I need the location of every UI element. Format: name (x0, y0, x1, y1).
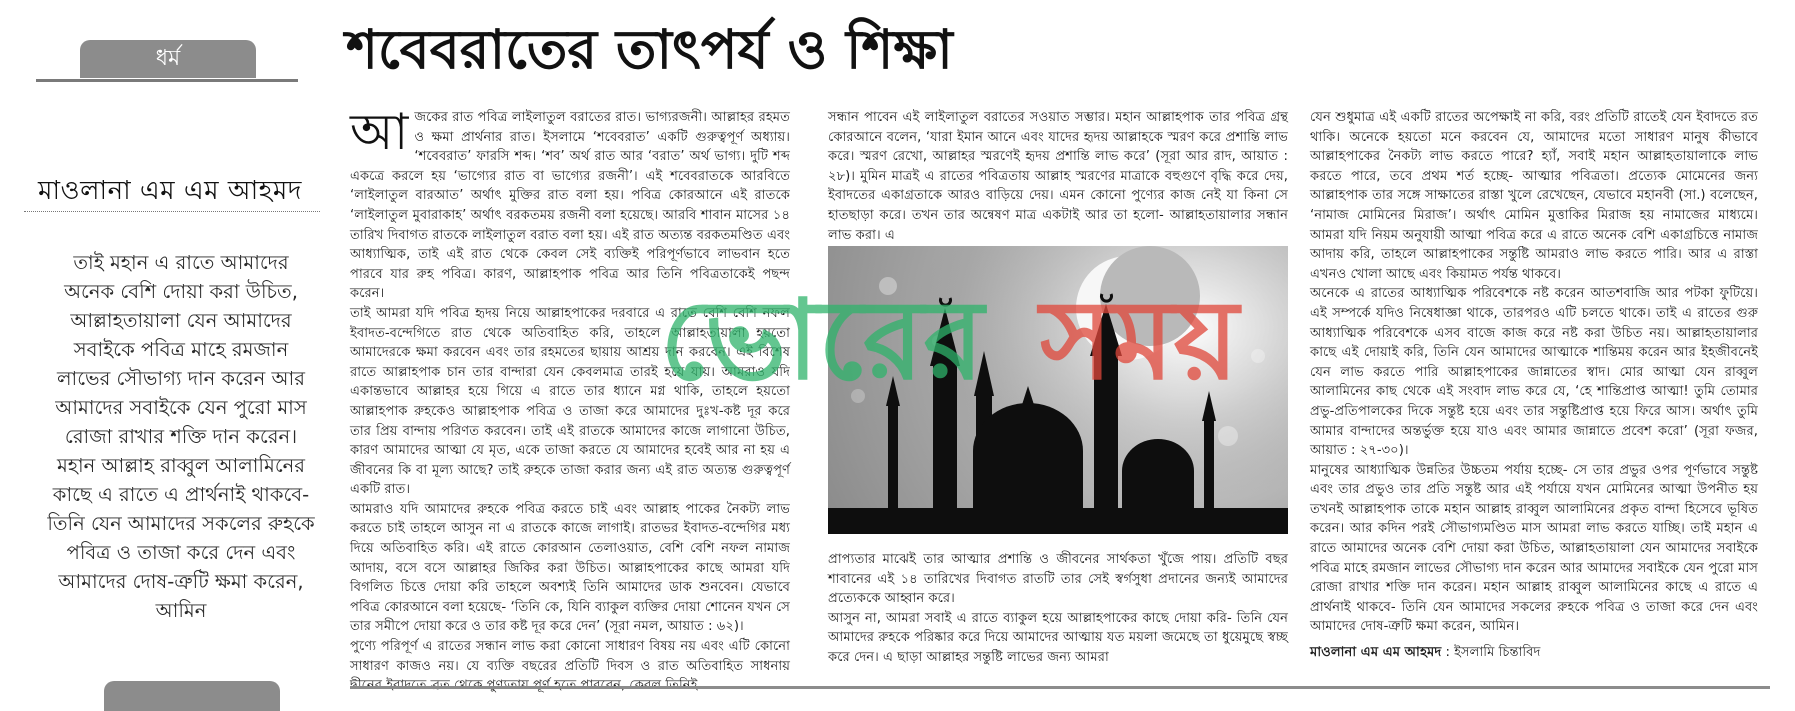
article-paragraph: আসুন না, আমরা সবাই এ রাতে ব্যাকুল হয়ে আল্লাহপাকের কাছে দোয়া করি- তিনি যেন আমাদের রুহকে পরিষ্কার করে দিয়ে আমাদের আত্মায় যত ময়লা জমেছে তা ধুয়েমুছে স্বচ্ছ করে দেন। এ ছাড়া আল্লাহর সন্তুষ্টি লাভের জন্য আমরা (828, 610, 1288, 665)
article-column-1 (350, 103, 790, 674)
article-paragraph: তাই আমরা যদি পবিত্র হৃদয় নিয়ে আল্লাহপাকের দরবারে এ রাতে বেশি বেশি নফল ইবাদত-বন্দেগিতে রাত থেকে অতিবাহিত করি, তাহলে আল্লাহতায়ালা হয়তো আমাদেরকে ক্ষমা করবেন এবং তার রহমতের ছায়ায় আশ্রয় দান করবেন। এই বিশেষ রাতে আল্লাহপাক চান তার বান্দারা যেন কেবলমাত্র তারই হয়ে যায়। আমরাও যদি একান্তভাবে আল্লাহর হয়ে গিয়ে এ রাতে তার ধ্যানে মগ্ন থাকি, তাহলে হয়তো আল্লাহপাক রুহকেও আল্লাহপাক পবিত্র ও তাজা করে আমাদের দুঃখ-কষ্ট দূর করে তার প্রিয় বান্দায় পরিণত করবেন। তাই এই রাতকে আমাদের কাজে লাগানো উচিত, কারণ আমাদের আত্মা যে মৃত, একে তাজা করতে যে আমাদের হবেই আর না হয় এ জীবনের কি বা মূল্য আছে? তাই রুহকে তাজা করার জন্য এই রাত অত্যন্ত গুরুত্বপূর্ণ একটি রাত। (350, 305, 790, 498)
article-paragraph: সন্ধান পাবেন এই লাইলাতুল বরাতের সওয়াত সম্ভার। মহান আল্লাহপাক তার পবিত্র গ্রন্থ কোরআনে বলেন, ‘যারা ইমান আনে এবং যাদের হৃদয় আল্লাহকে স্মরণ করে প্রশান্তি লাভ করে। স্মরণ রেখো, আল্লাহর স্মরণেই হৃদয় প্রশান্তি লাভ করে’ (সূরা আর রাদ, আয়াত : ২৮)। মুমিন মাত্রই এ রাতের পবিত্রতায় আল্লাহ স্মরণের মাত্রাকে বহুগুণে বৃদ্ধি করে দেয়, ইবাদতের একাগ্রতাকে আরও বাড়িয়ে দেয়। এমন কোনো পুণ্যের কাজ নেই যা কিনা সে হাতছাড়া করে। তখন তার অন্বেষণ মাত্র একটাই আর তা হলো- আল্লাহতায়ালার সন্ধান লাভ করা। এ (828, 110, 1288, 243)
watermark-text-green: ভোরের (660, 276, 984, 404)
article-column-2-top (828, 108, 1288, 243)
byline (1310, 642, 1758, 664)
byline-name: মাওলানা এম এম আহমদ (1310, 645, 1442, 660)
article-paragraph: অনেকে এ রাতের আধ্যাত্মিক পরিবেশকে নষ্ট করেন আতশবাজি আর পটকা ফুটিয়ে। এই সম্পর্কে যদিও নিষেধাজ্ঞা থাকে, তারপরও এটি চলতে থাকে। তাই এ রাতের গুরু আধ্যাত্মিক পরিবেশকে এসব বাজে কাজ করে নষ্ট করা উচিত নয়। আল্লাহতায়ালার কাছে এই দোয়াই করি, তিনি যেন আমাদের আত্মাকে শান্তিময় করেন আর ইহজীবনেই যেন লাভ করতে পারি আল্লাহপাকের জান্নাতের স্বাদ। মোর আত্মা যেন রাব্বুল আলামিনের কাছ থেকে এই সংবাদ লাভ করে যে, ‘হে শান্তিপ্রাপ্ত আত্মা! তুমি তোমার প্রভু-প্রতিপালকের দিকে সন্তুষ্ট হয়ে এবং তার সন্তুষ্টিপ্রাপ্ত হয়ে ফিরে আস। অর্থাৎ তুমি আমার বান্দাদের অন্তর্ভুক্ত হয়ে যাও এবং আমার জান্নাতে প্রবেশ করো’ (সূরা ফজর, আয়াত : ২৭-৩০)। (1310, 286, 1758, 459)
mosque-photo (828, 246, 1288, 534)
section-tab[interactable]: ধর্ম (80, 40, 256, 78)
watermark-text-red: সময় (1040, 276, 1239, 404)
headline: শবেবরাতের তাৎপর্য ও শিক্ষা (346, 17, 953, 81)
author-divider (24, 211, 320, 212)
bottom-section-tab (104, 681, 280, 711)
article-column-3 (1310, 108, 1758, 638)
byline-role: : ইসলামি চিন্তাবিদ (1441, 645, 1541, 660)
dropcap: আ (350, 103, 409, 161)
article-column-2-bottom (828, 550, 1288, 665)
mosque-silhouette-icon (828, 246, 1288, 534)
bottom-divider (350, 686, 1770, 689)
author-name: মাওলানা এম এম আহমদ (38, 176, 302, 206)
article-paragraph: মানুষের আধ্যাত্মিক উন্নতির উচ্চতম পর্যায় হচ্ছে- সে তার প্রভুর ওপর পূর্ণভাবে সন্তুষ্ট এবং তার প্রভুও তার প্রতি সন্তুষ্ট আর এই পর্যায়ে যখন মোমিনের আত্মা উপনীত হয় তখনই আল্লাহপাক তাকে মহান আল্লাহ রাব্বুল আলামিনের প্রকৃত বান্দা হিসেবে ভূষিত করেন। আর কদিন পরই সৌভাগ্যমণ্ডিত মাস আমরা লাভ করতে যাচ্ছি। তাই মহান এ রাতে আমাদের অনেক বেশি দোয়া করা উচিত, আল্লাহতায়ালা যেন আমাদের সবাইকে পবিত্র মাহে রমজান লাভের সৌভাগ্য দান করেন আর আমাদের সবাইকে যেন পুরো মাস রোজা রাখার শক্তি দান করেন। মহান আল্লাহ রাব্বুল আলামিনের কাছে এ রাতে এ প্রার্থনাই থাকবে- তিনি যেন আমাদের সকলের রুহকে পবিত্র ও তাজা করে দেন এবং আমাদের দোষ-ত্রুটি ক্ষমা করেন, আমিন। (1310, 462, 1758, 635)
section-divider (36, 79, 298, 82)
article-paragraph: পুণ্যে পরিপূর্ণ এ রাতের সন্ধান লাভ করা কোনো সাধারণ বিষয় নয় এবং এটি কোনো সাধারণ কাজও নয়। যে ব্যক্তি বছরের প্রতিটি দিবস ও রাত অতিবাহিত সাধনায় (350, 639, 790, 674)
article-paragraph: যেন শুধুমাত্র এই একটি রাতের অপেক্ষাই না করি, বরং প্রতিটি রাতেই যেন ইবাদতে রত থাকি। অনেকে হয়তো মনে করবেন যে, আমাদের মতো সাধারণ মানুষ কীভাবে আল্লাহপাকের নৈকট্য লাভ করতে পারে? হ্যাঁ, সবাই মহান আল্লাহতায়ালাকে লাভ করতে পারে, তবে প্রথম শর্ত হচ্ছে- আত্মার পবিত্রতা। প্রত্যেক মোমেনের জন্য আল্লাহপাক তার সঙ্গে সাক্ষাতের রাস্তা খুলে রেখেছেন, যেভাবে মহানবী (সা.) বলেছেন, ‘নামাজ মোমিনের মিরাজ’। অর্থাৎ মোমিন মুত্তাকির মিরাজ হয় নামাজের মাধ্যমে। আমরা যদি নিয়ম অনুযায়ী আত্মা পবিত্র করে এ রাতে অনেক বেশি একাগ্রচিত্তে নামাজ আদায় করি, তাহলে আল্লাহপাকের সন্তুষ্টি আমরাও লাভ করতে পারি। আর এ রাস্তা এখনও খোলা আছে এবং কিয়ামত পর্যন্ত থাকবে। (1310, 110, 1758, 282)
article-paragraph: প্রাপ্যতার মাঝেই তার আত্মার প্রশান্তি ও জীবনের সার্থকতা খুঁজে পায়। প্রতিটি বছর শাবানের এই ১৪ তারিখের দিবাগত রাতটি তার সেই স্বর্গসুধা প্রদানের জন্যই আমাদের প্রত্যেককে আহ্বান করে। (828, 552, 1288, 607)
pull-quote: তাই মহান এ রাতে আমাদের অনেক বেশি দোয়া করা উচিত, আল্লাহতায়ালা যেন আমাদের সবাইকে পবিত্র মাহে রমজান লাভের সৌভাগ্য দান করেন আর আমাদের সবাইকে যেন পুরো মাস রোজা রাখার শক্তি দান করেন। মহান আল্লাহ রাব্বুল আলামিনের কাছে এ রাতে এ প্রার্থনাই থাকবে- তিনি যেন আমাদের সকলের রুহকে পবিত্র ও তাজা করে দেন এবং আমাদের দোষ-ত্রুটি ক্ষমা করেন, আমিন (47, 251, 315, 622)
article-paragraph: জকের রাত পবিত্র লাইলাতুল বরাতের রাত। ভাগ্যরজনী। আল্লাহর রহমত ও ক্ষমা প্রার্থনার রাত। ইসলামে ‘শবেবরাত’ একটি গুরুত্বপূর্ণ অধ্যায়। ‘শবেবরাত’ ফারসি শব্দ। ‘শব’ অর্থ রাত আর ‘বরাত’ অর্থ ভাগ্য। দুটি শব্দ একত্রে করলে হয় ‘ভাগ্যের রাত বা ভাগ্যের রজনী’। এই শবেবরাতকে আরবিতে ‘লাইলাতুল বারআত’ অর্থাৎ মুক্তির রাত বলা হয়। পবিত্র কোরআনে এই রাতকে ‘লাইলাতুল মুবারাকাহ’ অর্থাৎ বরকতময় রজনী বলা হয়েছে। আরবি শাবান মাসের ১৪ তারিখ দিবাগত রাতকে লাইলাতুল বরাত বলা হয়। এই রাত অত্যন্ত বরকতমণ্ডিত এবং আধ্যাত্মিক, তাই এই রাত থেকে কেবল সেই ব্যক্তিই পরিপূর্ণভাবে লাভবান হতে পারবে যার রুহ পবিত্র। কারণ, আল্লাহপাক পবিত্র আর তিনি পবিত্রতাকেই পছন্দ করেন। (350, 110, 790, 302)
article-paragraph: আমরাও যদি আমাদের রুহকে পবিত্র করতে চাই এবং আল্লাহ পাকের নৈকট্য লাভ করতে চাই তাহলে আসুন না এ রাতকে কাজে লাগাই। রাতভর ইবাদত-বন্দেগির মধ্য দিয়ে অতিবাহিত করি। এই রাতে কোরআন তেলাওয়াত, বেশি বেশি নফল নামাজ আদায়, বসে বসে আল্লাহর জিকির করা উচিত। আল্লাহপাকের কাছে আমরা যদি বিগলিত চিত্তে দোয়া করি তাহলে অবশ্যই তিনি আমাদের ডাক শুনবেন। যেভাবে পবিত্র কোরআনে বলা হয়েছে- ‘তিনি কে, যিনি ব্যাকুল ব্যক্তির দোয়া শোনেন যখন সে তার সমীপে দোয়া করে ও তার কষ্ট দূর করে দেন’ (সূরা নমল, আয়াত : ৬২)। (350, 501, 790, 635)
